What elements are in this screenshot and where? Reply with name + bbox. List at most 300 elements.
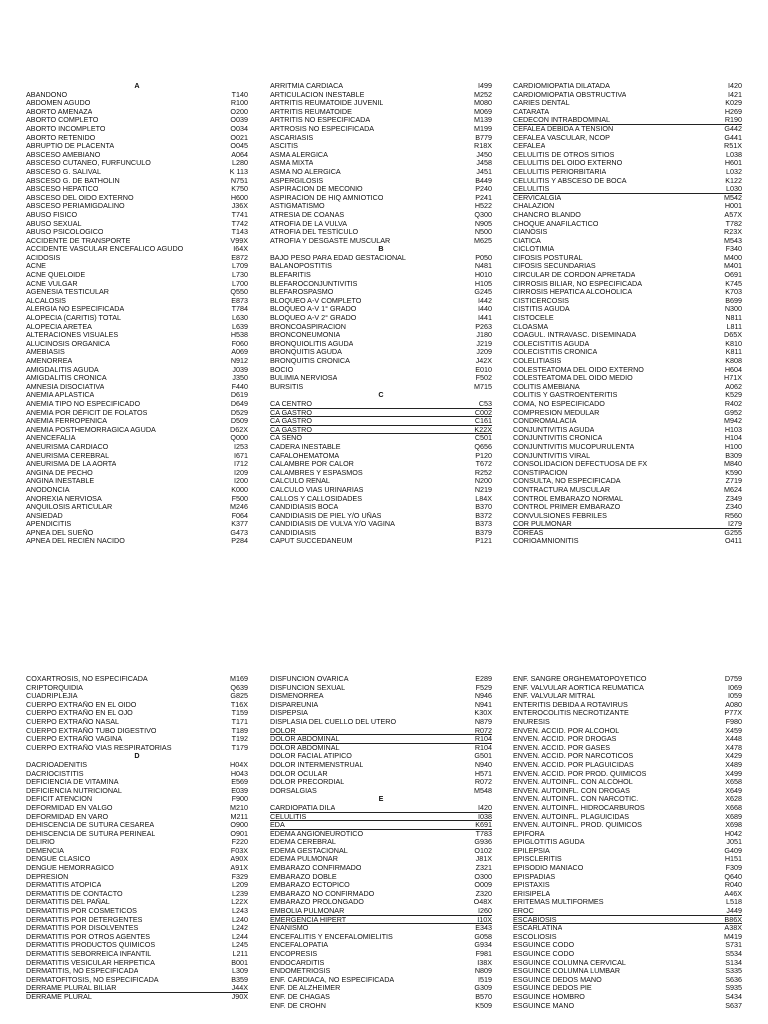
diagnosis-row xyxy=(513,116,742,125)
diagnosis-code: A46X xyxy=(724,888,742,898)
diagnosis-row xyxy=(270,228,492,237)
diagnosis-code: J81X xyxy=(475,854,492,864)
section-letter-heading xyxy=(270,245,492,254)
diagnosis-name: ANEMIA FERROPENICA xyxy=(26,417,108,426)
diagnosis-name: DOLOR xyxy=(270,726,296,735)
diagnosis-name: CONJUNTIVITIS AGUDA xyxy=(513,425,595,434)
diagnosis-code: M252 xyxy=(474,89,492,99)
diagnosis-row xyxy=(513,495,742,504)
diagnosis-name: CEFALEA xyxy=(513,142,546,151)
diagnosis-code: O300 xyxy=(474,871,492,881)
diagnosis-row xyxy=(26,787,248,796)
diagnosis-row xyxy=(513,701,742,710)
diagnosis-row xyxy=(26,108,248,117)
diagnosis-name: ALCALOSIS xyxy=(26,296,66,305)
diagnosis-name: DOLOR OCULAR xyxy=(270,769,328,778)
diagnosis-name: CIATICA xyxy=(513,236,541,245)
diagnosis-code: F340 xyxy=(725,244,742,254)
diagnosis-row xyxy=(26,864,248,873)
diagnosis-name: COLITIS AMEBIANA xyxy=(513,382,580,391)
diagnosis-name: BRONCONEUMONIA xyxy=(270,331,341,340)
diagnosis-name: DISPEPSIA xyxy=(270,709,308,718)
diagnosis-name: DEMENCIA xyxy=(26,846,64,855)
diagnosis-row xyxy=(513,228,742,237)
section-letter: D xyxy=(134,751,140,761)
diagnosis-row xyxy=(513,778,742,787)
diagnosis-row xyxy=(270,804,492,813)
diagnosis-row xyxy=(270,864,492,873)
diagnosis-row xyxy=(270,374,492,383)
diagnosis-code: L309 xyxy=(232,966,248,976)
diagnosis-code: N879 xyxy=(474,716,492,726)
diagnosis-code: I499 xyxy=(478,81,492,90)
diagnosis-code: A57X xyxy=(724,209,742,219)
diagnosis-row xyxy=(270,718,492,727)
diagnosis-row xyxy=(26,941,248,950)
diagnosis-code: F03X xyxy=(230,845,248,855)
diagnosis-code: Q000 xyxy=(230,433,248,443)
diagnosis-code: A38X xyxy=(724,923,742,933)
diagnosis-code: L032 xyxy=(726,166,742,176)
diagnosis-name: CELULITIS Y ABSCESO DE BOCA xyxy=(513,176,627,185)
diagnosis-row xyxy=(270,967,492,976)
diagnosis-row xyxy=(270,692,492,701)
diagnosis-name: CONTROL PRIMER EMBARAZO xyxy=(513,503,621,512)
diagnosis-row xyxy=(26,245,248,254)
diagnosis-code: O039 xyxy=(230,115,248,125)
diagnosis-name: ASTIGMATISMO xyxy=(270,202,325,211)
diagnosis-row xyxy=(270,898,492,907)
diagnosis-row xyxy=(270,142,492,151)
diagnosis-code: B370 xyxy=(475,502,492,512)
diagnosis-code: X489 xyxy=(725,759,742,769)
diagnosis-name: EPISCLERITIS xyxy=(513,855,562,864)
diagnosis-code: L211 xyxy=(232,949,248,958)
diagnosis-name: ARTICULACION INESTABLE xyxy=(270,90,365,99)
diagnosis-code: T171 xyxy=(231,716,248,726)
diagnosis-row xyxy=(26,890,248,899)
column-1 xyxy=(26,675,248,1002)
diagnosis-name: DERMATITIS POR DETERGENTES xyxy=(26,915,143,924)
diagnosis-row xyxy=(26,340,248,349)
diagnosis-code: B373 xyxy=(475,519,492,529)
diagnosis-row xyxy=(270,984,492,993)
diagnosis-name: DERRAME PLURAL xyxy=(26,992,92,1001)
diagnosis-name: DERMATOFITOSIS, NO ESPECIFICADA xyxy=(26,975,159,984)
diagnosis-code: O900 xyxy=(230,820,248,830)
diagnosis-row xyxy=(270,348,492,357)
diagnosis-name: CELULITIS DEL OIDO EXTERNO xyxy=(513,159,623,168)
diagnosis-code: R402 xyxy=(724,398,742,408)
diagnosis-code: G245 xyxy=(474,287,492,297)
diagnosis-name: ARTROSIS NO ESPECIFICADA xyxy=(270,124,375,133)
diagnosis-row xyxy=(270,529,492,538)
diagnosis-code: I712 xyxy=(234,459,248,469)
diagnosis-code: F329 xyxy=(231,871,248,881)
diagnosis-row xyxy=(513,134,742,143)
diagnosis-name: EROC xyxy=(513,907,534,916)
diagnosis-code: I069 xyxy=(728,682,742,692)
diagnosis-code: K 113 xyxy=(229,166,248,176)
diagnosis-name: BRONQUITIS CRONICA xyxy=(270,357,350,365)
diagnosis-code: I253 xyxy=(234,441,248,451)
diagnosis-code: Z340 xyxy=(725,502,742,512)
diagnosis-row xyxy=(26,537,248,546)
diagnosis-row xyxy=(513,967,742,976)
diagnosis-name: APNEA DEL RECIÉN NACIDO xyxy=(26,537,125,546)
diagnosis-row xyxy=(270,735,492,744)
diagnosis-name: BAJO PESO PARA EDAD GESTACIONAL xyxy=(270,253,406,262)
diagnosis-code: J450 xyxy=(476,149,492,159)
diagnosis-code: O200 xyxy=(230,106,248,116)
diagnosis-name: ASCARIASIS xyxy=(270,133,314,142)
diagnosis-code: L730 xyxy=(232,270,248,280)
diagnosis-code: F500 xyxy=(231,493,248,503)
diagnosis-name: CUADRIPLEJIA xyxy=(26,692,78,701)
diagnosis-name: ACCIDENTE VASCULAR ENCEFALICO AGUDO xyxy=(26,245,184,254)
diagnosis-row xyxy=(270,151,492,160)
diagnosis-name: ASMA NO ALERGICA xyxy=(270,167,341,176)
diagnosis-name: ESGUINCE CODO xyxy=(513,950,575,958)
diagnosis-code: Q640 xyxy=(724,871,742,881)
diagnosis-name: BLOQUEO A-V COMPLETO xyxy=(270,296,362,305)
diagnosis-name: AMIGDALITIS CRONICA xyxy=(26,374,107,383)
diagnosis-row xyxy=(270,194,492,203)
diagnosis-code: G473 xyxy=(230,527,248,537)
diagnosis-row xyxy=(513,254,742,263)
diagnosis-name: CLOASMA xyxy=(513,322,549,331)
diagnosis-code: O102 xyxy=(474,845,492,855)
diagnosis-name: ABSCESO G. SALIVAL xyxy=(26,167,101,176)
diagnosis-code: O034 xyxy=(230,123,248,133)
diagnosis-row xyxy=(270,976,492,985)
diagnosis-code: Q300 xyxy=(474,209,492,219)
diagnosis-row xyxy=(513,864,742,873)
diagnosis-name: ANENCEFALIA xyxy=(26,434,76,443)
diagnosis-row xyxy=(26,331,248,340)
diagnosis-name: ANQUILOSIS ARTICULAR xyxy=(26,503,113,512)
diagnosis-code: L242 xyxy=(232,923,248,933)
diagnosis-code: O901 xyxy=(230,828,248,838)
diagnosis-name: ABUSO FISICO xyxy=(26,210,78,219)
diagnosis-name: ANEMIA POSTHEMORRAGICA AGUDA xyxy=(26,425,156,434)
diagnosis-code: O009 xyxy=(474,880,492,890)
diagnosis-row xyxy=(26,916,248,925)
diagnosis-code: L811 xyxy=(726,321,742,331)
diagnosis-row xyxy=(26,529,248,538)
diagnosis-code: S134 xyxy=(725,957,742,967)
diagnosis-name: EDA xyxy=(270,821,285,830)
diagnosis-name: CELULITIS PERIORBITARIA xyxy=(513,167,607,176)
diagnosis-row xyxy=(513,323,742,332)
diagnosis-row xyxy=(513,469,742,478)
diagnosis-code: H104 xyxy=(724,433,742,443)
diagnosis-row xyxy=(270,924,492,933)
diagnosis-row xyxy=(513,426,742,435)
diagnosis-row xyxy=(270,280,492,289)
diagnosis-row xyxy=(270,297,492,306)
diagnosis-row xyxy=(270,185,492,194)
diagnosis-name: ARRITMIA CARDIACA xyxy=(270,82,344,90)
diagnosis-row xyxy=(26,898,248,907)
diagnosis-name: AMENORREA xyxy=(26,357,73,365)
diagnosis-name: ASMA MIXTA xyxy=(270,159,314,168)
diagnosis-row xyxy=(270,323,492,332)
diagnosis-name: DERMATITIS POR OTROS AGENTES xyxy=(26,932,151,941)
diagnosis-row xyxy=(270,727,492,736)
diagnosis-name: BALANOPOSTITIS xyxy=(270,262,332,271)
diagnosis-code: K122 xyxy=(725,175,742,185)
diagnosis-code: X499 xyxy=(725,768,742,778)
diagnosis-row xyxy=(513,374,742,383)
diagnosis-code: E343 xyxy=(475,923,492,933)
diagnosis-row xyxy=(513,916,742,925)
diagnosis-code: E872 xyxy=(231,252,248,262)
diagnosis-name: COLECISTITIS CRONICA xyxy=(513,348,598,357)
diagnosis-row xyxy=(270,254,492,263)
diagnosis-code: B001 xyxy=(231,957,248,967)
diagnosis-row xyxy=(26,262,248,271)
diagnosis-code: I10X xyxy=(477,914,492,924)
diagnosis-row xyxy=(270,426,492,435)
diagnosis-name: BURSITIS xyxy=(270,382,304,391)
diagnosis-name: ESCARLATINA xyxy=(513,924,563,933)
diagnosis-row xyxy=(513,194,742,203)
diagnosis-code: R072 xyxy=(474,725,492,735)
diagnosis-row xyxy=(513,409,742,418)
diagnosis-row xyxy=(513,804,742,813)
diagnosis-name: CUERPO EXTRAÑO VAGINA xyxy=(26,735,123,744)
diagnosis-code: Z320 xyxy=(475,888,492,898)
diagnosis-row xyxy=(270,91,492,100)
diagnosis-code: K750 xyxy=(231,184,248,194)
diagnosis-row xyxy=(513,941,742,950)
diagnosis-name: CUERPO EXTRAÑO EN EL OJO xyxy=(26,709,133,718)
diagnosis-name: ENVEN. ACCID. POR ALCOHOL xyxy=(513,726,620,735)
diagnosis-row xyxy=(26,409,248,418)
diagnosis-row xyxy=(270,503,492,512)
diagnosis-code: I420 xyxy=(728,81,742,90)
diagnosis-name: CHOQUE ANAFILACTICO xyxy=(513,219,599,228)
diagnosis-name: COMPRESION MEDULAR xyxy=(513,408,600,417)
diagnosis-row xyxy=(513,718,742,727)
column-1 xyxy=(26,82,248,546)
diagnosis-name: ACCIDENTE DE TRANSPORTE xyxy=(26,236,131,245)
diagnosis-name: ALTERACIONES VISUALES xyxy=(26,331,119,340)
diagnosis-row xyxy=(513,237,742,246)
diagnosis-row xyxy=(513,692,742,701)
diagnosis-code: N811 xyxy=(725,313,742,323)
diagnosis-name: ESCOLIOSIS xyxy=(513,932,557,941)
diagnosis-name: CELULITIS xyxy=(270,812,307,821)
diagnosis-code: F981 xyxy=(475,949,492,958)
diagnosis-code: R23X xyxy=(724,227,742,237)
diagnosis-row xyxy=(270,959,492,968)
diagnosis-name: CARIES DENTAL xyxy=(513,99,570,108)
diagnosis-row xyxy=(513,125,742,134)
diagnosis-name: ABUSO SEXUAL xyxy=(26,219,82,228)
diagnosis-row xyxy=(26,202,248,211)
diagnosis-code: T16X xyxy=(230,699,248,709)
diagnosis-row xyxy=(26,151,248,160)
diagnosis-code: M139 xyxy=(474,115,492,125)
diagnosis-code: F064 xyxy=(231,510,248,520)
diagnosis-row xyxy=(26,701,248,710)
diagnosis-code: K377 xyxy=(231,519,248,529)
diagnosis-name: CALLOS Y CALLOSIDADES xyxy=(270,494,363,503)
diagnosis-name: DOLOR PRECORDIAL xyxy=(270,778,345,787)
diagnosis-row xyxy=(270,357,492,366)
diagnosis-name: CELULITIS DE OTROS SITIOS xyxy=(513,150,615,159)
diagnosis-code: T192 xyxy=(231,734,248,744)
diagnosis-code: X658 xyxy=(725,777,742,787)
diagnosis-code: H571 xyxy=(474,768,492,778)
diagnosis-name: COAGUL. INTRAVASC. DISEMINADA xyxy=(513,331,637,340)
diagnosis-code: J051 xyxy=(726,837,742,847)
diagnosis-row xyxy=(270,116,492,125)
diagnosis-row xyxy=(513,202,742,211)
diagnosis-code: I038 xyxy=(478,811,492,821)
diagnosis-name: CA GASTRO xyxy=(270,408,312,417)
diagnosis-code: L038 xyxy=(726,149,742,159)
diagnosis-name: AMNESIA DISOCIATIVA xyxy=(26,382,105,391)
diagnosis-row xyxy=(270,331,492,340)
diagnosis-name: DOLOR INTERMENSTRUAL xyxy=(270,760,364,769)
diagnosis-name: DACRIOADENITIS xyxy=(26,760,88,769)
diagnosis-name: CIFOSIS SECUNDARIAS xyxy=(513,262,596,271)
diagnosis-row xyxy=(270,434,492,443)
diagnosis-row xyxy=(26,357,248,366)
diagnosis-row xyxy=(513,709,742,718)
diagnosis-row xyxy=(26,727,248,736)
diagnosis-name: ABORTO RETENIDO xyxy=(26,133,96,142)
diagnosis-name: CHALAZION xyxy=(513,202,555,211)
diagnosis-name: DERMATITIS, NO ESPECIFICADA xyxy=(26,967,139,976)
diagnosis-code: F220 xyxy=(231,837,248,847)
diagnosis-row xyxy=(513,383,742,392)
section-letter: A xyxy=(134,81,140,90)
diagnosis-code: L518 xyxy=(726,897,742,907)
diagnosis-row xyxy=(26,770,248,779)
diagnosis-name: ENTERITIS DEBIDA A ROTAVIRUS xyxy=(513,700,628,709)
diagnosis-name: ENVEN. ACCID. POR PROD. QUIMICOS xyxy=(513,769,647,778)
diagnosis-row xyxy=(513,288,742,297)
diagnosis-name: BLEFARITIS xyxy=(270,271,311,280)
diagnosis-code: K590 xyxy=(725,467,742,477)
diagnosis-name: ENVEN. AUTOINFL. PLAGUICIDAS xyxy=(513,812,630,821)
diagnosis-code: H105 xyxy=(474,278,492,288)
diagnosis-row xyxy=(26,692,248,701)
diagnosis-row xyxy=(513,245,742,254)
diagnosis-code: A069 xyxy=(231,347,248,357)
diagnosis-name: CANDIDIASIS xyxy=(270,528,316,537)
diagnosis-code: X649 xyxy=(725,785,742,795)
diagnosis-row xyxy=(270,744,492,753)
diagnosis-row xyxy=(26,959,248,968)
diagnosis-row xyxy=(513,881,742,890)
diagnosis-code: T741 xyxy=(231,209,248,219)
diagnosis-row xyxy=(26,795,248,804)
diagnosis-code: N500 xyxy=(474,227,492,237)
diagnosis-row xyxy=(26,873,248,882)
diagnosis-row xyxy=(270,684,492,693)
diagnosis-name: ANEMIA POR DÉFICIT DE FOLATOS xyxy=(26,408,148,417)
diagnosis-name: CA GASTRO xyxy=(270,417,312,426)
diagnosis-row xyxy=(26,297,248,306)
diagnosis-name: CIANOSIS xyxy=(513,228,548,237)
diagnosis-code: X689 xyxy=(725,811,742,821)
diagnosis-code: N200 xyxy=(474,476,492,486)
diagnosis-name: ABRUPTIO DE PLACENTA xyxy=(26,142,115,151)
diagnosis-code: K811 xyxy=(725,347,742,357)
diagnosis-name: ATRESIA DE COANAS xyxy=(270,210,345,219)
diagnosis-code: H04X xyxy=(230,759,248,769)
diagnosis-name: COLITIS Y GASTROENTERITIS xyxy=(513,391,618,400)
diagnosis-name: ENVEN. AUTOINFL. CON DROGAS xyxy=(513,786,630,795)
diagnosis-code: B309 xyxy=(725,450,742,460)
diagnosis-code: Z349 xyxy=(725,493,742,503)
diagnosis-name: DERMATITIS DE CONTACTO xyxy=(26,889,123,898)
diagnosis-row xyxy=(270,99,492,108)
diagnosis-row xyxy=(270,211,492,220)
diagnosis-code: H71X xyxy=(724,373,742,383)
diagnosis-name: DERMATITIS ATOPICA xyxy=(26,881,102,890)
diagnosis-code: X668 xyxy=(725,802,742,812)
diagnosis-row xyxy=(513,91,742,100)
diagnosis-name: CONJUNTIVITIS CRONICA xyxy=(513,434,603,443)
diagnosis-name: CUERPO EXTRAÑO VIAS RESPIRATORIAS xyxy=(26,743,172,752)
diagnosis-name: ARTRITIS REUMATOIDE JUVENIL xyxy=(270,99,384,108)
diagnosis-name: ABORTO COMPLETO xyxy=(26,116,99,125)
diagnosis-name: EPILEPSIA xyxy=(513,846,550,855)
diagnosis-code: E873 xyxy=(231,295,248,305)
diagnosis-name: CRIPTORQUIDIA xyxy=(26,683,83,692)
diagnosis-code: K703 xyxy=(725,287,742,297)
diagnosis-row xyxy=(513,984,742,993)
diagnosis-name: ENF. CARDIACA, NO ESPECIFICADA xyxy=(270,975,395,984)
diagnosis-name: EDEMA ANGIONEUROTICO xyxy=(270,829,364,838)
diagnosis-row xyxy=(513,847,742,856)
diagnosis-name: ABSCESO CUTANEO, FURFUNCULO xyxy=(26,159,151,168)
diagnosis-name: EPIGLOTITIS AGUDA xyxy=(513,838,585,847)
diagnosis-row xyxy=(26,134,248,143)
diagnosis-name: ENF. VALVULAR AORTICA REUMATICA xyxy=(513,683,644,692)
diagnosis-name: DOLOR FACIAL ATIPICO xyxy=(270,752,352,761)
diagnosis-code: K808 xyxy=(725,356,742,365)
diagnosis-name: ABUSO PSICOLOGICO xyxy=(26,228,104,237)
diagnosis-row xyxy=(513,787,742,796)
diagnosis-code: R18X xyxy=(474,141,492,151)
diagnosis-row xyxy=(270,520,492,529)
diagnosis-code: M080 xyxy=(474,98,492,108)
diagnosis-code: T742 xyxy=(231,218,248,228)
diagnosis-name: ASPERGILOSIS xyxy=(270,176,324,185)
diagnosis-code: N941 xyxy=(474,699,492,709)
diagnosis-row xyxy=(270,770,492,779)
diagnosis-name: AMIGDALITIS AGUDA xyxy=(26,365,99,374)
diagnosis-code: O045 xyxy=(230,141,248,151)
diagnosis-code: M548 xyxy=(474,785,492,795)
diagnosis-code: N481 xyxy=(474,261,492,271)
diagnosis-name: ANGINA DE PECHO xyxy=(26,468,93,477)
diagnosis-row xyxy=(270,108,492,117)
diagnosis-name: CONVULSIONES FEBRILES xyxy=(513,511,607,520)
diagnosis-name: DERMATITIS PRODUCTOS QUIMICOS xyxy=(26,941,156,950)
diagnosis-code: I441 xyxy=(478,313,492,323)
diagnosis-name: CAFALOHEMATOMA xyxy=(270,451,340,460)
diagnosis-code: M400 xyxy=(724,252,742,262)
diagnosis-name: CUERPO EXTRAÑO TUBO DIGESTIVO xyxy=(26,726,157,735)
